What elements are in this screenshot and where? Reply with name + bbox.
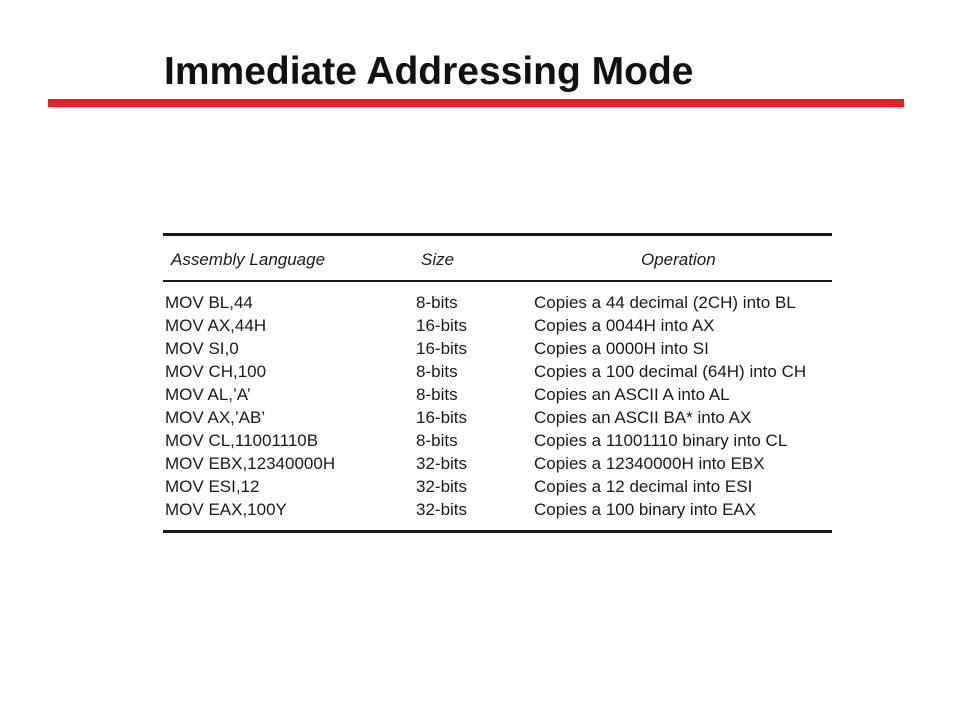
cell-size: 8-bits: [416, 384, 458, 404]
cell-size: 16-bits: [416, 315, 468, 335]
table-row: [163, 361, 832, 384]
cell-operation: Copies a 44 decimal (2CH) into BL: [534, 292, 796, 312]
cell-size: 32-bits: [416, 476, 468, 496]
table-row: [163, 384, 832, 407]
cell-operation: Copies a 12340000H into EBX: [534, 453, 765, 473]
table-row: [163, 476, 832, 499]
table-row: [163, 407, 832, 430]
cell-size: 8-bits: [416, 292, 458, 312]
header-assembly-language: Assembly Language: [171, 250, 326, 269]
cell-operation: Copies a 100 binary into EAX: [534, 499, 757, 519]
cell-operation: Copies a 11001110 binary into CL: [534, 430, 788, 450]
cell-assembly: MOV CH,100: [165, 361, 267, 381]
cell-assembly: MOV SI,0: [165, 338, 239, 358]
table-row: [163, 430, 832, 453]
cell-size: 16-bits: [416, 407, 468, 427]
cell-assembly: MOV BL,44: [165, 292, 253, 312]
cell-size: 8-bits: [416, 361, 458, 381]
title-underline: [48, 99, 904, 107]
header-operation: Operation: [641, 250, 716, 269]
cell-operation: Copies an ASCII BA* into AX: [534, 407, 752, 427]
cell-operation: Copies a 100 decimal (64H) into CH: [534, 361, 807, 381]
cell-size: 16-bits: [416, 338, 468, 358]
table-row: [163, 292, 832, 315]
cell-size: 8-bits: [416, 430, 458, 450]
cell-operation: Copies a 12 decimal into ESI: [534, 476, 753, 496]
addressing-table: [163, 233, 832, 533]
cell-assembly: MOV CL,11001110B: [165, 430, 319, 450]
table-body: [163, 282, 832, 530]
cell-size: 32-bits: [416, 453, 468, 473]
table-bottom-rule: [163, 530, 832, 533]
cell-assembly: MOV EBX,12340000H: [165, 453, 336, 473]
slide-title: Immediate Addressing Mode: [164, 50, 694, 93]
cell-assembly: MOV ESI,12: [165, 476, 260, 496]
table-row: [163, 315, 832, 338]
cell-operation: Copies a 0044H into AX: [534, 315, 715, 335]
cell-assembly: MOV AL,’A’: [165, 384, 251, 404]
table-row: [163, 499, 832, 522]
cell-operation: Copies an ASCII A into AL: [534, 384, 730, 404]
table-row: [163, 338, 832, 361]
cell-assembly: MOV EAX,100Y: [165, 499, 287, 519]
cell-size: 32-bits: [416, 499, 468, 519]
header-size: Size: [421, 250, 455, 269]
table-row: [163, 453, 832, 476]
cell-assembly: MOV AX,44H: [165, 315, 267, 335]
table-header: [163, 236, 832, 280]
cell-assembly: MOV AX,’AB’: [165, 407, 266, 427]
cell-operation: Copies a 0000H into SI: [534, 338, 709, 358]
